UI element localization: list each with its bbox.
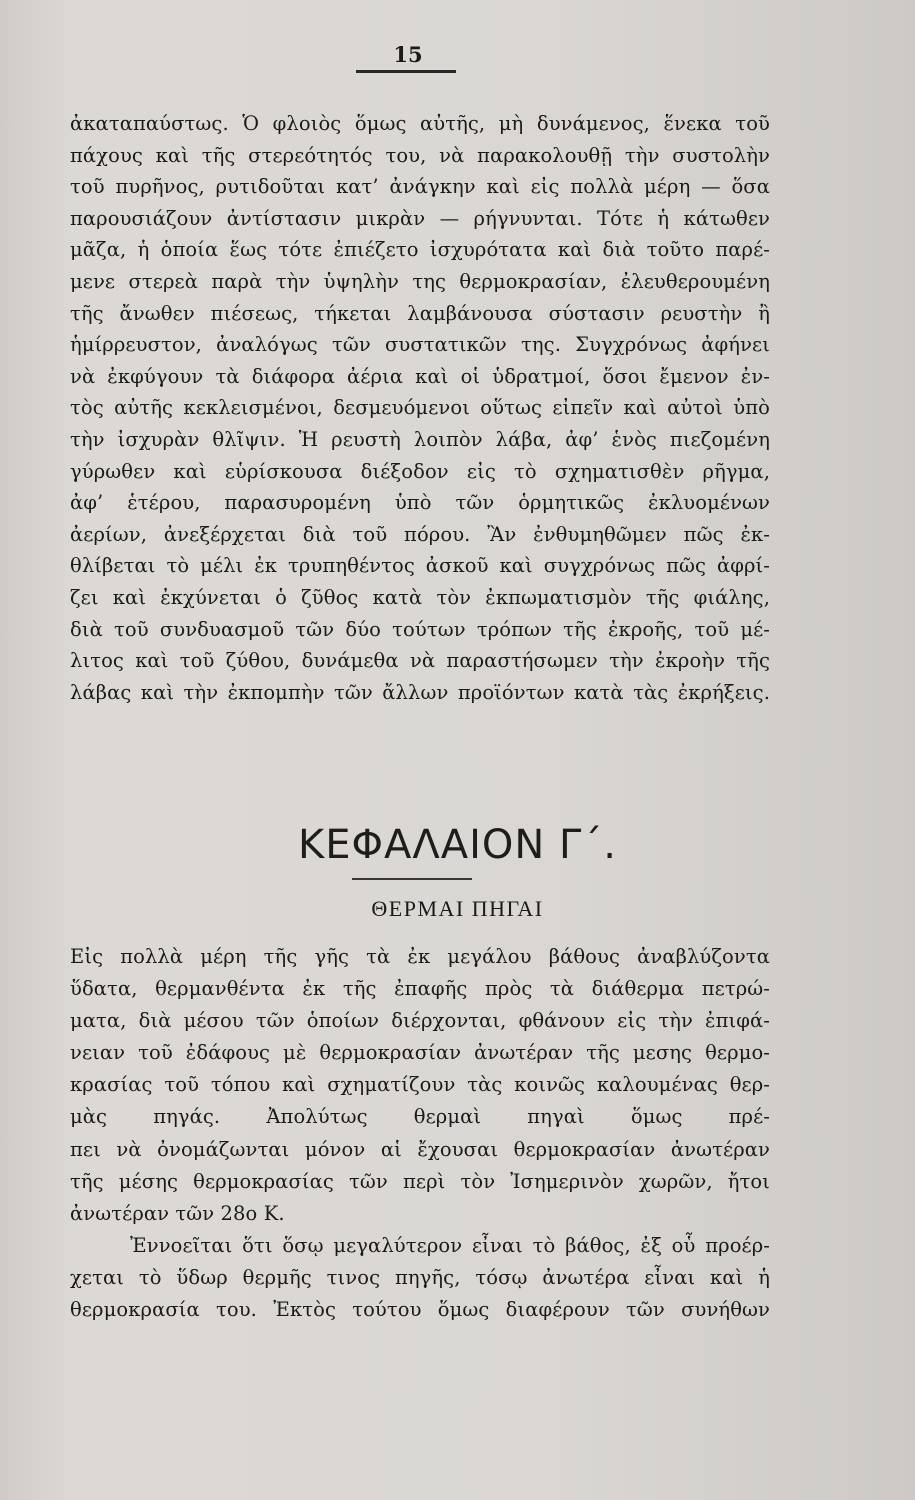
page-number: 15 — [393, 42, 423, 67]
text-line: ἀκαταπαύστως. Ὁ φλοιὸς ὅμως αὐτῆς, μὴ δυνάμενος, ἕνεκα τοῦ — [70, 112, 770, 135]
text-line: διὰ τοῦ συνδυασμοῦ τῶν δύο τούτων τρόπων τῆς ἐκροῆς, τοῦ μέ- — [70, 617, 770, 641]
text-line: μὰς πηγάς. Ἀπολύτως θερμαὶ πηγαὶ ὅμως πρέ- — [70, 1105, 770, 1129]
chapter-rule — [352, 878, 472, 880]
text-line: Εἰς πολλὰ μέρη τῆς γῆς τὰ ἐκ μεγάλου βάθους ἀναβλύζοντα — [70, 945, 770, 968]
text-line: Ἐννοεῖται ὅτι ὅσῳ μεγαλύτερον εἶναι τὸ βάθος, ἐξ οὗ προέρ- — [130, 1233, 770, 1257]
text-line: γύρωθεν καὶ εὑρίσκουσα διέξοδον εἰς τὸ σχηματισθὲν ρῆγμα, — [70, 459, 770, 483]
section-body — [70, 941, 770, 1326]
text-line: ματα, διὰ μέσου τῶν ὁποίων διέρχονται, φθάνουν εἰς τὴν ἐπιφά- — [70, 1009, 770, 1033]
text-line: τοῦ πυρῆνος, ρυτιδοῦται κατ’ ἀνάγκην καὶ εἰς πολλὰ μέρη — ὅσα — [70, 175, 770, 199]
text-line: τῆς ἄνωθεν πιέσεως, τήκεται λαμβάνουσα σύστασιν ρευστὴν ἢ — [70, 301, 770, 325]
page-number-rule — [356, 70, 456, 73]
chapter-title: ΚΕΦΑΛΑΙΟΝ Γ΄. — [298, 822, 617, 868]
section-title: ΘΕΡΜΑΙ ΠΗΓΑΙ — [371, 896, 544, 921]
text-line: ζει καὶ ἐκχύνεται ὁ ζῦθος κατὰ τὸν ἐκπωματισμὸν τῆς φιάλης, — [70, 585, 770, 609]
text-line: θερμοκρασία του. Ἐκτὸς τούτου ὅμως διαφέρουν τῶν συνήθων — [70, 1298, 770, 1322]
text-line: κρασίας τοῦ τόπου καὶ σχηματίζουν τὰς κοινῶς καλουμένας θερ- — [70, 1073, 770, 1097]
text-line: τὴν ἰσχυρὰν θλῖψιν. Ἡ ρευστὴ λοιπὸν λάβα, ἀφ’ ἑνὸς πιεζομένη — [70, 427, 770, 451]
text-line: ἀφ’ ἑτέρου, παρασυρομένη ὑπὸ τῶν ὁρμητικῶς ἐκλυομένων — [70, 491, 770, 515]
text-line: λάβας καὶ τὴν ἐκπομπὴν τῶν ἄλλων προϊόντων κατὰ τὰς ἐκρήξεις. — [70, 680, 770, 704]
text-line: νὰ ἐκφύγουν τὰ διάφορα ἀέρια καὶ οἱ ὑδρατμοί, ὅσοι ἔμενον ἐν- — [70, 364, 770, 388]
text-line: ἀνωτέραν τῶν 28ο Κ. — [70, 1201, 285, 1225]
text-line: ὕδατα, θερμανθέντα ἐκ τῆς ἐπαφῆς πρὸς τὰ διάθερμα πετρώ- — [70, 977, 770, 1001]
text-line: χεται τὸ ὕδωρ θερμῆς τινος πηγῆς, τόσῳ ἀνωτέρα εἶναι καὶ ἡ — [70, 1265, 770, 1289]
text-line: πει νὰ ὀνομάζωνται μόνον αἱ ἔχουσαι θερμοκρασίαν ἀνωτέραν — [70, 1137, 770, 1161]
text-line: παρουσιάζουν ἀντίστασιν μικρὰν — ρήγνυνται. Τότε ἡ κάτωθεν — [70, 206, 770, 230]
text-line: μενε στερεὰ παρὰ τὴν ὑψηλὴν της θερμοκρασίαν, ἐλευθερουμένη — [70, 269, 770, 293]
text-line: θλίβεται τὸ μέλι ἐκ τρυπηθέντος ἀσκοῦ καὶ συγχρόνως πῶς ἀφρί- — [70, 554, 770, 578]
text-line: λιτος καὶ τοῦ ζύθου, δυνάμεθα νὰ παραστήσωμεν τὴν ἐκροὴν τῆς — [70, 649, 770, 673]
paragraph-continued — [70, 108, 770, 708]
text-line: πάχους καὶ τῆς στερεότητός του, νὰ παρακολουθῇ τὴν συστολὴν — [70, 143, 770, 167]
text-line: μᾶζα, ἡ ὁποία ἕως τότε ἐπιέζετο ἰσχυρότατα καὶ διὰ τοῦτο παρέ- — [70, 238, 770, 262]
text-line: ἀερίων, ἀνεξέρχεται διὰ τοῦ πόρου. Ἂν ἐνθυμηθῶμεν πῶς ἐκ- — [70, 522, 770, 546]
text-line: τὸς αὐτῆς κεκλεισμένοι, δεσμευόμενοι οὕτως εἰπεῖν καὶ αὐτοὶ ὑπὸ — [70, 396, 770, 420]
text-line: νειαν τοῦ ἐδάφους μὲ θερμοκρασίαν ἀνωτέραν τῆς μεσης θερμο- — [70, 1041, 770, 1065]
text-line: ἡμίρρευστον, ἀναλόγως τῶν συστατικῶν της. Συγχρόνως ἀφήνει — [70, 333, 770, 357]
text-line: τῆς μέσης θερμοκρασίας τῶν περὶ τὸν Ἰσημερινὸν χωρῶν, ἤτοι — [70, 1169, 770, 1193]
